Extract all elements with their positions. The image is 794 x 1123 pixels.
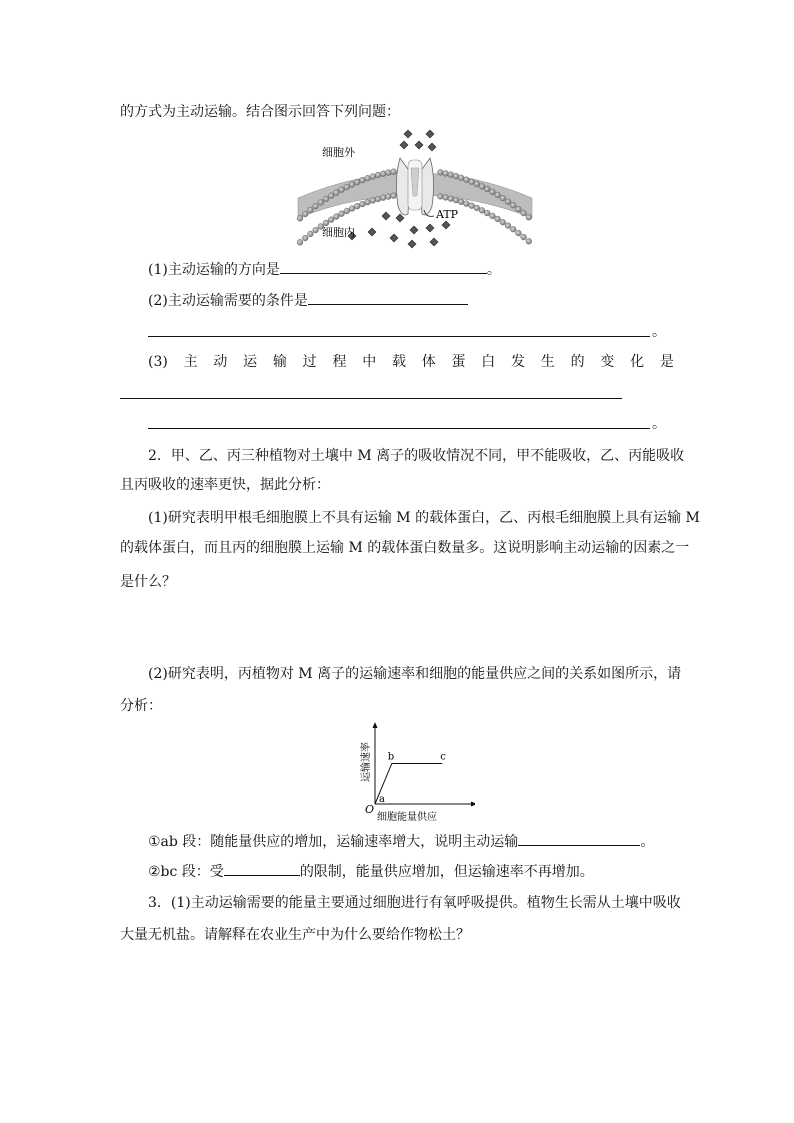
- q2-p1-line3: 是什么？: [120, 574, 176, 590]
- q1-part3-char: 变: [600, 354, 615, 370]
- q1-part3-blank-1[interactable]: [120, 398, 622, 399]
- origin-label: O: [365, 803, 375, 816]
- phospholipid-head: [516, 230, 522, 236]
- phospholipid-head: [484, 210, 490, 216]
- q1-part3-char: 输: [272, 354, 287, 370]
- phospholipid-head: [510, 202, 516, 208]
- intro-text: 的方式为主动运输。结合图示回答下列问题：: [120, 104, 400, 120]
- q1-part3-char: 运: [243, 354, 258, 370]
- phospholipid-head: [438, 193, 444, 199]
- phospholipid-head: [328, 193, 334, 199]
- q1-part1-end: 。: [486, 262, 501, 278]
- q1-part3-char: 程: [332, 354, 347, 370]
- phospholipid-head: [443, 195, 449, 201]
- phospholipid-head: [495, 192, 501, 198]
- q1-part3-char: 过: [302, 354, 317, 370]
- q2-bc-text1: ②bc 段：受: [148, 864, 224, 880]
- q1-part3-char: 载: [391, 354, 406, 370]
- q1-part2-blank[interactable]: [308, 290, 468, 305]
- phospholipid-head: [479, 183, 485, 189]
- q1-part3-char: 化: [630, 354, 645, 370]
- q1-part3-blank-2[interactable]: [148, 428, 650, 429]
- phospholipid-head: [380, 195, 386, 201]
- series-line: [375, 763, 442, 804]
- phospholipid-head: [516, 206, 522, 212]
- q1-part3-char: 生: [540, 354, 555, 370]
- membrane-figure: [290, 128, 540, 250]
- phospholipid-head: [510, 226, 516, 232]
- q2-p2-line2: 分析：: [120, 698, 162, 714]
- q2-p1-line2: 的载体蛋白，而且丙的细胞膜上运输 M 的载体蛋白数量多。这说明影响主动运输的因素之一: [120, 540, 690, 556]
- phospholipid-head: [313, 227, 319, 233]
- phospholipid-head: [365, 175, 371, 181]
- phospholipid-head: [500, 219, 506, 225]
- q2-bc-text2: 的限制，能量供应增加，但运输速率不再增加。: [299, 864, 594, 880]
- phospholipid-head: [391, 193, 397, 199]
- q1-part3-char: 的: [570, 354, 585, 370]
- x-axis-arrow: [471, 802, 475, 807]
- q2-ab-end: 。: [640, 834, 655, 850]
- phospholipid-head: [458, 175, 464, 181]
- phospholipid-head: [339, 211, 345, 217]
- ions-inside: [348, 212, 450, 248]
- q3-line2: 大量无机盐。请解释在农业生产中为什么要给作物松土？: [120, 927, 470, 943]
- phospholipid-head: [448, 196, 454, 202]
- phospholipid-head: [354, 203, 360, 209]
- q1-part1: [148, 259, 501, 280]
- phospholipid-head: [339, 187, 345, 193]
- phospholipid-head: [490, 189, 496, 195]
- phospholipid-head: [323, 196, 329, 202]
- phospholipid-head: [505, 199, 511, 205]
- phospholipid-head: [360, 177, 366, 183]
- q2-p2-line1: (2)研究表明，丙植物对 M 离子的运输速率和细胞的能量供应之间的关系如图所示，请: [148, 666, 682, 682]
- q1-part3-char: 白: [481, 354, 496, 370]
- phospholipid-head: [308, 231, 314, 237]
- phospholipid-head: [360, 201, 366, 207]
- phospholipid-head: [318, 200, 324, 206]
- phospholipid-head: [500, 195, 506, 201]
- phospholipid-head: [354, 179, 360, 185]
- q1-part3-char: 蛋: [451, 354, 466, 370]
- q2-bc-blank[interactable]: [224, 861, 300, 876]
- point-label-c: c: [440, 751, 446, 763]
- phospholipid-head: [448, 172, 454, 178]
- phospholipid-head: [344, 184, 350, 190]
- q3-line1: 3．(1)主动运输需要的能量主要通过细胞进行有氧呼吸提供。植物生长需从土壤中吸收: [148, 895, 681, 911]
- q1-part3-end: 。: [652, 416, 666, 432]
- phospholipid-head: [391, 169, 397, 175]
- phospholipid-head: [297, 239, 303, 245]
- q1-part1-text: (1)主动运输的方向是: [148, 262, 280, 278]
- q1-part3-char: 发: [511, 354, 526, 370]
- phospholipid-head: [505, 223, 511, 229]
- phospholipid-head: [484, 186, 490, 192]
- phospholipid-head: [458, 199, 464, 205]
- q1-part3-char: 中: [362, 354, 377, 370]
- q1-part3: [148, 352, 674, 372]
- phospholipid-head: [526, 214, 532, 220]
- phospholipid-head: [302, 211, 308, 217]
- atp-label: ATP: [436, 208, 459, 221]
- phospholipid-head: [438, 169, 444, 175]
- phospholipid-head: [386, 170, 392, 176]
- q1-part3-char: 是: [659, 354, 674, 370]
- phospholipid-head: [313, 203, 319, 209]
- phospholipid-head: [365, 199, 371, 205]
- ions-outside: [400, 130, 436, 151]
- phospholipid-head: [464, 177, 470, 183]
- phospholipid-head: [334, 190, 340, 196]
- phospholipid-head: [375, 172, 381, 178]
- inside-label: 细胞内: [322, 226, 355, 239]
- q1-part3-char: 体: [421, 354, 436, 370]
- phospholipid-head: [479, 207, 485, 213]
- q2-ab-blank[interactable]: [518, 831, 640, 846]
- phospholipid-head: [370, 198, 376, 204]
- phospholipid-head: [334, 214, 340, 220]
- phospholipid-head: [323, 220, 329, 226]
- q2-ab: [148, 831, 654, 852]
- phospholipid-head: [474, 205, 480, 211]
- y-axis-arrow: [373, 722, 378, 728]
- q2-ab-text: ①ab 段：随能量供应的增加，运输速率增大，说明主动运输: [148, 834, 519, 850]
- phospholipid-head: [443, 171, 449, 177]
- phospholipid-head: [349, 206, 355, 212]
- phospholipid-head: [453, 197, 459, 203]
- phospholipid-head: [302, 235, 308, 241]
- q2-bc: [148, 861, 594, 882]
- phospholipid-head: [474, 181, 480, 187]
- phospholipid-head: [526, 238, 532, 244]
- q2-intro-line1: 2．甲、乙、丙三种植物对土壤中 M 离子的吸收情况不同，甲不能吸收，乙、丙能吸收: [148, 448, 685, 464]
- phospholipid-head: [370, 174, 376, 180]
- q1-part3-char: 主: [183, 354, 198, 370]
- phospholipid-head: [375, 196, 381, 202]
- q1-part2-text: (2)主动运输需要的条件是: [148, 293, 308, 309]
- q1-part3-char: (3): [148, 354, 168, 370]
- point-label-a: a: [379, 794, 385, 805]
- phospholipid-head: [349, 182, 355, 188]
- x-axis-label: 细胞能量供应: [377, 812, 437, 823]
- phospholipid-head: [469, 203, 475, 209]
- phospholipid-head: [328, 217, 334, 223]
- phospholipid-head: [521, 234, 527, 240]
- q1-part2: [148, 290, 468, 311]
- q1-part3-char: 动: [213, 354, 228, 370]
- q1-part1-blank[interactable]: [280, 259, 487, 274]
- q1-part2-end: 。: [652, 324, 666, 340]
- point-label-b: b: [387, 751, 395, 763]
- q1-part2-continuation-blank[interactable]: [148, 336, 650, 337]
- phospholipid-head: [521, 210, 527, 216]
- outside-label: 细胞外: [322, 146, 355, 159]
- phospholipid-head: [380, 171, 386, 177]
- phospholipid-head: [495, 216, 501, 222]
- rate-energy-chart: [355, 722, 475, 824]
- phospholipid-head: [386, 194, 392, 200]
- q2-intro-line2: 且丙吸收的速率更快，据此分析：: [120, 477, 330, 493]
- q2-p1-line1: (1)研究表明甲根毛细胞膜上不具有运输 M 的载体蛋白，乙、丙根毛细胞膜上具有运输 M: [148, 510, 700, 526]
- phospholipid-head: [308, 207, 314, 213]
- phospholipid-head: [344, 208, 350, 214]
- phospholipid-head: [297, 215, 303, 221]
- phospholipid-head: [469, 179, 475, 185]
- y-axis-label: 运输速率: [361, 742, 372, 782]
- carrier-protein: [396, 158, 433, 215]
- phospholipid-head: [464, 201, 470, 207]
- phospholipid-head: [453, 173, 459, 179]
- phospholipid-head: [490, 213, 496, 219]
